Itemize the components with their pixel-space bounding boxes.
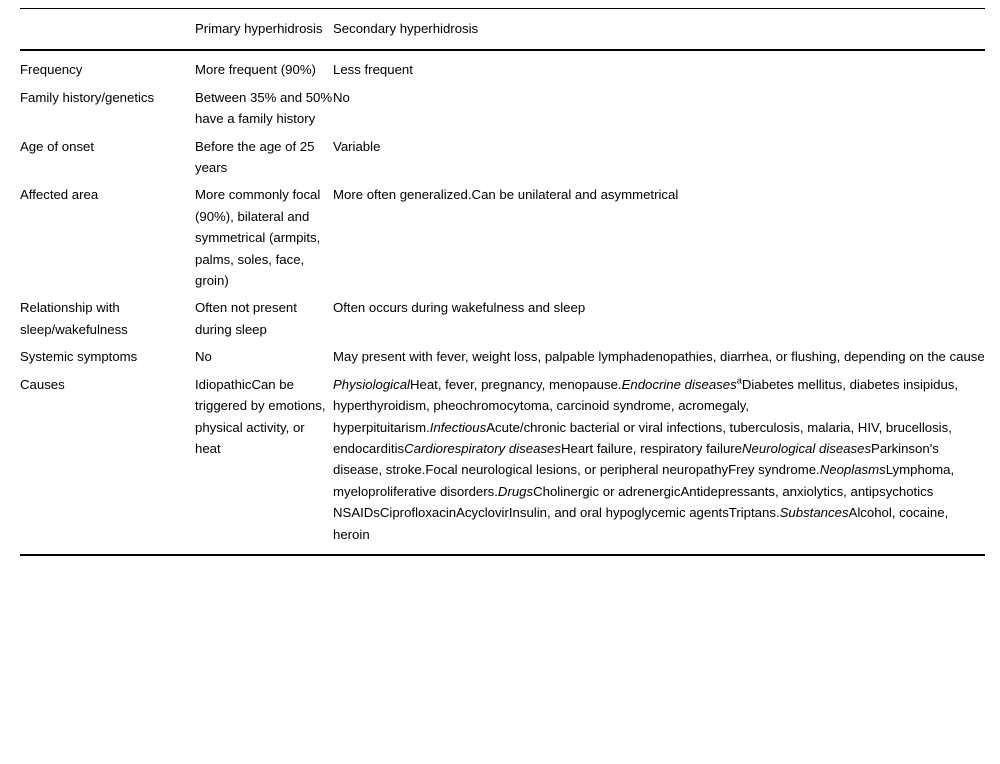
cell-text: Relationship with sleep/wakefulness	[20, 300, 128, 337]
table-row-causes	[20, 374, 985, 555]
cell-text: No	[333, 89, 350, 105]
row-label-systemic-symptoms	[20, 346, 195, 373]
cell-family-history-primary	[195, 87, 333, 136]
cell-causes-primary	[195, 374, 333, 555]
cell-causes-secondary	[333, 374, 985, 555]
text-run: Heat, fever, pregnancy, menopause.	[409, 376, 622, 392]
text-run: Drugs	[497, 483, 534, 499]
table-row-family-history	[20, 87, 985, 136]
cell-text: No	[195, 349, 212, 365]
cell-systemic-symptoms-primary	[195, 346, 333, 373]
row-label-affected-area	[20, 184, 195, 297]
column-header-secondary-hyperhidrosis: Secondary hyperhidrosis	[333, 9, 985, 51]
cell-systemic-symptoms-secondary	[333, 346, 985, 373]
cell-text-rich	[333, 374, 985, 545]
text-run: Alcohol, cocaine, heroin	[333, 505, 949, 542]
text-run: Heart failure, respiratory failure	[560, 440, 743, 456]
text-run: Parkinson's disease, stroke.Focal neurological lesions, or peripheral neuropathyFrey syndrome.	[333, 440, 939, 478]
cell-text: More frequent (90%)	[195, 62, 316, 78]
table-row-age-of-onset	[20, 136, 985, 185]
text-run: Lymphoma, myeloproliferative disorders.	[333, 462, 955, 499]
cell-text: Between 35% and 50% have a family history	[195, 89, 333, 127]
cell-text: Before the age of 25 years	[195, 138, 315, 176]
cell-text: Often not present during sleep	[195, 300, 297, 337]
cell-family-history-secondary	[333, 87, 985, 136]
table-header	[20, 9, 985, 51]
text-run: Physiological	[333, 376, 410, 392]
cell-text: Affected area	[20, 187, 99, 203]
row-label-family-history	[20, 87, 195, 136]
table-row-sleep-wakefulness	[20, 297, 985, 346]
cell-affected-area-primary	[195, 184, 333, 297]
text-run: Substances	[779, 505, 849, 521]
cell-affected-area-secondary	[333, 184, 985, 297]
cell-age-of-onset-primary	[195, 136, 333, 185]
cell-text: May present with fever, weight loss, palpable lymphadenopathies, diarrhea, or flushing, depending on the cause	[333, 349, 985, 365]
text-run: Endocrine diseases	[621, 376, 737, 392]
table-row-systemic-symptoms	[20, 346, 985, 373]
text-run: Acute/chronic bacterial or viral infections, tuberculosis, malaria, HIV, brucellosis, endocarditis	[333, 419, 952, 456]
cell-text: IdiopathicCan be triggered by emotions, physical activity, or heat	[195, 376, 326, 456]
cell-frequency-primary	[195, 50, 333, 86]
text-run: a	[736, 375, 742, 386]
cell-sleep-wakefulness-secondary	[333, 297, 985, 346]
cell-text: Often occurs during wakefulness and sleep	[333, 300, 586, 316]
row-label-sleep-wakefulness	[20, 297, 195, 346]
cell-text: Frequency	[20, 62, 83, 78]
text-run: Cholinergic or adrenergicAntidepressants, anxiolytics, antipsychotics NSAIDsCiprofloxacinAcyclovirInsulin, and oral hypoglycemic agentsTriptans.	[333, 483, 934, 521]
cell-text: Systemic symptoms	[20, 349, 138, 365]
table-header-row	[20, 9, 985, 51]
cell-text: Age of onset	[20, 138, 95, 154]
text-run: Diabetes mellitus, diabetes insipidus, hyperthyroidism, pheochromocytoma, carcinoid syndrome, acromegaly, hyperpituitarism.	[333, 376, 959, 435]
table-row-affected-area	[20, 184, 985, 297]
table-row-frequency	[20, 50, 985, 86]
text-run: Neoplasms	[819, 462, 886, 478]
text-run: Infectious	[429, 419, 487, 435]
cell-text: Less frequent	[333, 62, 413, 78]
row-label-frequency	[20, 50, 195, 86]
cell-text: More commonly focal (90%), bilateral and symmetrical (armpits, palms, soles, face, groin)	[195, 187, 321, 289]
column-header-feature	[20, 9, 195, 51]
text-run: Neurological diseases	[742, 440, 872, 456]
cell-sleep-wakefulness-primary	[195, 297, 333, 346]
cell-text: Family history/genetics	[20, 89, 155, 105]
cell-text: More often generalized.Can be unilateral and asymmetrical	[333, 187, 679, 203]
cell-age-of-onset-secondary	[333, 136, 985, 185]
hyperhidrosis-comparison-table	[20, 8, 985, 556]
column-header-primary-hyperhidrosis: Primary hyperhidrosis	[195, 9, 333, 51]
text-run: Cardiorespiratory diseases	[404, 440, 561, 456]
row-label-causes	[20, 374, 195, 555]
cell-text: Causes	[20, 376, 65, 392]
row-label-age-of-onset	[20, 136, 195, 185]
comparison-table-container	[0, 8, 1000, 764]
cell-frequency-secondary	[333, 50, 985, 86]
cell-text: Variable	[333, 138, 381, 154]
table-body	[20, 50, 985, 555]
